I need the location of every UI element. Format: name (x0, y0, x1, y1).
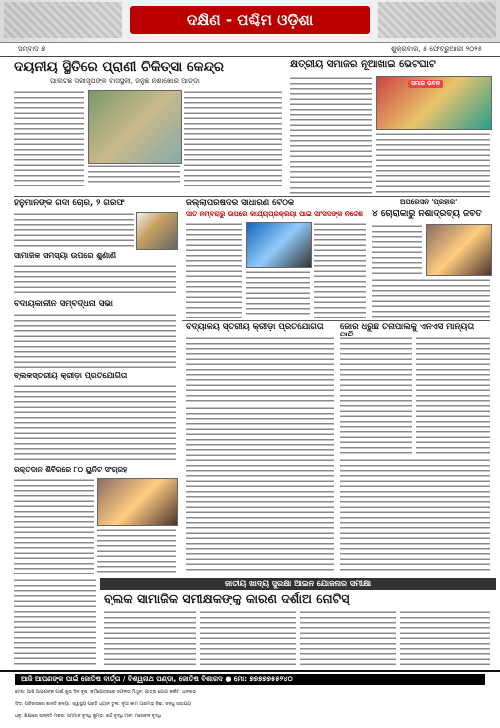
article-photo (88, 90, 182, 164)
section-band: ଜାତୀୟ ଖାଦ୍ୟ ସୁରକ୍ଷା ଆଇନ ଯୋଜନାର ସମୀକ୍ଷା (100, 578, 496, 590)
article-text (416, 336, 490, 454)
page-number: ସମ୍ବାଦ ୭ (18, 45, 46, 53)
article-text (184, 90, 282, 186)
headline-block-sports: ବ୍ଲକସ୍ତରୀୟ କ୍ରୀଡ଼ା ପ୍ରତିଯୋଗିତା (14, 372, 128, 380)
headline-zilla-parishad: ଜିଲ୍ଲାପରିଷଦର ସାଧାରଣ ବୈଠକ (186, 199, 295, 208)
headline-farewell-meeting: ବିଦାୟକାଳୀନ ସମ୍ବର୍ଦ୍ଧନା ସଭା (14, 300, 113, 309)
article-text (246, 270, 310, 318)
horoscope-title: ଆଜି ଆପଣଙ୍କ ପାଇଁ ଜୋତିଷ ବାର୍ତ୍ତା / ବିଶ୍ୱନାଥ ପଣ୍ଡା, ଜୋତିଷ ବିଶାରଦ ● ମୋ: ୭୭୭୭୭୫୫୨୪୦ (15, 674, 485, 685)
tag-operation-prahar: ଅପରେସନ 'ପ୍ରହାର' (400, 199, 458, 206)
publication-date: ଶୁକ୍ରବାର, ୫ ଫେବ୍ରୁଆରୀ ୨୦୨୫ (391, 45, 482, 53)
masthead-title: ଦକ୍ଷିଣ - ପଶ୍ଚିମ ଓଡ଼ିଶା (130, 6, 370, 34)
horoscope-row: ସିଂହ: ପରିବାରରେ ଶାନ୍ତି କନ୍ୟା: ସ୍ୱାସ୍ଥ୍ୟ ପ୍ରତି ଧ୍ୟାନ ତୁଳା: ନୂଆ କାମ ଆରମ୍ଭ ବିଛା: ବନ୍ଧୁ ସାହାଯ୍ୟ (15, 702, 191, 707)
article-text (340, 458, 490, 574)
article-text (340, 336, 412, 454)
article-text (200, 610, 296, 666)
photo-tag: ସମାଜ ଭବନ (408, 80, 443, 88)
article-text (14, 90, 84, 186)
article-text (14, 313, 176, 369)
article-text (14, 264, 176, 296)
headline-drugs-seized: ୪ ଚୋରାକାରୁ ନିଶାଦ୍ରବ୍ୟ ଜବତ (372, 210, 482, 219)
article-text (14, 212, 134, 248)
headline-nac-demand: ଜୋର ଧରୁଛି ତିନାପାଲିକୁ ଏନଏସି ମାନ୍ୟତା (340, 323, 475, 332)
masthead-photo-left (4, 2, 122, 38)
masthead-photo-right (378, 2, 496, 38)
article-text (372, 278, 490, 318)
article-text (372, 224, 422, 276)
headline-gada-theft: ହନୁମାନଙ୍କ ଗଦା ଚୋରି, ୨ ଗିରଫ (14, 199, 125, 208)
article-photo (97, 478, 178, 526)
divider (14, 196, 490, 197)
horoscope-row: ମେଷ: ଆଜି ଆପଣଙ୍କ ପାଇଁ ଶୁଭ ଦିନ ବୃଷ: କର୍ମକ୍ଷେତ୍ରରେ ସଫଳତା ମିଥୁନ: ଯାତ୍ରା ଯୋଗ କର୍କଟ: ଧନଲାଭ (15, 690, 196, 695)
dateline (0, 44, 500, 57)
article-text (14, 384, 176, 462)
subhead-zilla-parishad: ସାତ ନମ୍ବରାରୁ ଉପରେ କାର୍ଯ୍ୟପ୍ରକ୍ରିୟା ପାଇଁ ସାଂସଦଙ୍କ ନିର୍ଦ୍ଦେଶ (186, 211, 363, 218)
headline-social-hearing: ସାମାଜିକ ସମସ୍ୟା ଉପରେ ଶୁଣାଣି (14, 252, 117, 260)
headline-vet-center: ଦୟନୀୟ ସ୍ଥିତିରେ ପ୍ରାଣୀ ଚିକିତ୍ସା କେନ୍ଦ୍ର (14, 60, 225, 75)
article-text (290, 76, 372, 194)
headline-blood-camp: ରକ୍ତଦାନ ଶିବିରରେ ୮୦ ୟୁନିଟ ସଂଗ୍ରହ (14, 466, 128, 474)
divider (182, 320, 490, 321)
article-photo (426, 224, 492, 276)
article-text (376, 132, 490, 194)
article-text (314, 222, 366, 318)
article-text (300, 610, 396, 666)
headline-show-cause-notice: ବ୍ଲକ ସାମାଜିକ ସମୀକ୍ଷକଙ୍କୁ କାରଣ ଦର୍ଶାଅ ନୋଟିସ୍ (104, 592, 350, 606)
article-text (88, 164, 180, 186)
article-text (14, 478, 94, 574)
article-text (186, 336, 334, 402)
horoscope-row: ଧନୁ: ଶିକ୍ଷାରେ ଉନ୍ନତି ମକର: ସମ୍ମାନ ବୃଦ୍ଧି କୁମ୍ଭ: ଖର୍ଚ୍ଚ ବୃଦ୍ଧି ମୀନ: ମନୋବଳ ବୃଦ୍ଧି (15, 714, 162, 719)
article-text (104, 610, 196, 666)
headline-school-sports: ବିଦ୍ୟାଳୟ ସ୍ତରୀୟ କ୍ରୀଡ଼ା ପ୍ରତିଯୋଗିତା (186, 323, 324, 332)
article-photo (136, 212, 178, 250)
horoscope-footer (0, 670, 500, 728)
article-text (186, 222, 242, 318)
article-text (186, 406, 334, 574)
article-text (97, 528, 176, 574)
headline-kshatriya-samaj: କ୍ଷତ୍ରୀୟ ସମାଜର ନୂଆଖାଇଁ ଭେଟଘାଟ (290, 60, 436, 70)
article-text (400, 610, 490, 666)
subhead-vet-center: ପାଲଟିଛି ସରୀସୃପଙ୍କ ବାସସ୍ଥଳୀ, ଜନୁଛି ନିଶାଖୋର ଆଡ୍ଡା (50, 78, 200, 85)
article-text (14, 578, 96, 666)
article-photo (246, 222, 312, 268)
masthead (0, 0, 500, 43)
